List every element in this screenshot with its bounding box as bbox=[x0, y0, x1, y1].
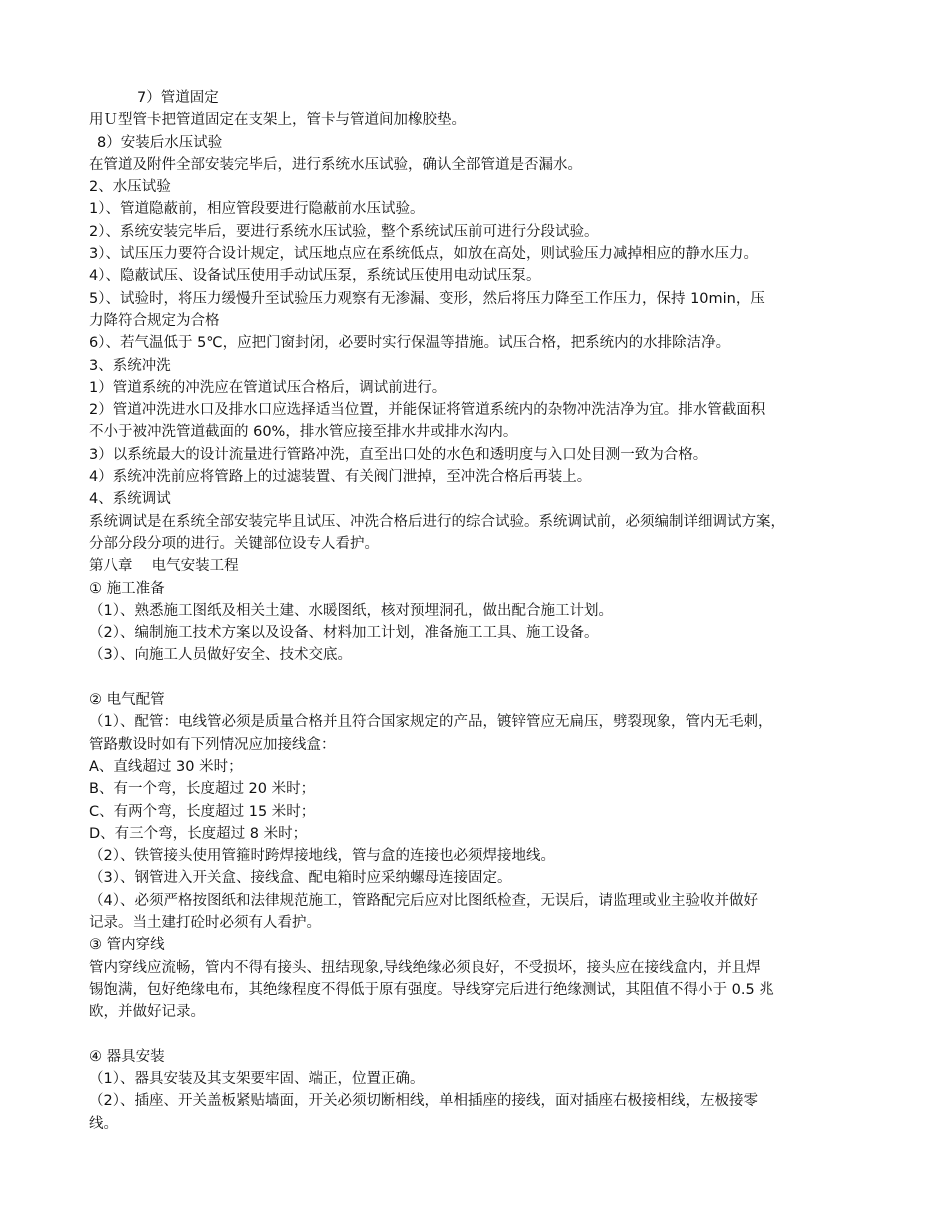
section-heading: ① 施工准备 bbox=[89, 580, 165, 597]
text-line: 不小于被冲洗管道截面的 60%，排水管应接至排水井或排水沟内。 bbox=[89, 424, 518, 441]
text-line: 4）、隐蔽试压、设备试压使用手动试压泵，系统试压使用电动试压泵。 bbox=[89, 268, 541, 285]
text-line: 3）、试压压力要符合设计规定，试压地点应在系统低点，如放在高处，则试验压力减掉相应的静水压力。 bbox=[89, 246, 758, 263]
text-line: 2）管道冲洗进水口及排水口应选择适当位置，并能保证将管道系统内的杂物冲洗洁净为宜。排水管截面积 bbox=[89, 402, 766, 419]
text-line: 8）安装后水压试验 bbox=[97, 134, 223, 151]
document-body bbox=[89, 87, 864, 1135]
text-line: 1）管道系统的冲洗应在管道试压合格后，调试前进行。 bbox=[89, 379, 447, 396]
text-line: （1）、器具安装及其支架要牢固、端正，位置正确。 bbox=[89, 1071, 425, 1088]
text-line: （3）、向施工人员做好安全、技术交底。 bbox=[89, 647, 352, 664]
text-line: 线。 bbox=[89, 1115, 118, 1132]
text-line: （3）、钢管进入开关盒、接线盒、配电箱时应采纳螺母连接固定。 bbox=[89, 870, 512, 887]
list-item: B、有一个弯，长度超过 20 米时； bbox=[89, 781, 316, 798]
text-line: 用Ｕ型管卡把管道固定在支架上，管卡与管道间加橡胶垫。 bbox=[89, 112, 466, 129]
text-line: （2）、插座、开关盖板紧贴墙面，开关必须切断相线，单相插座的接线，面对插座右极接相线，左极接零 bbox=[89, 1093, 758, 1110]
text-line: 记录。当土建打砼时必须有人看护。 bbox=[89, 914, 321, 931]
section-heading: ③ 管内穿线 bbox=[89, 937, 165, 954]
text-line: 在管道及附件全部安装完毕后，进行系统水压试验，确认全部管道是否漏水。 bbox=[89, 156, 582, 173]
text-line: 管路敷设时如有下列情况应加接线盒： bbox=[89, 736, 336, 753]
text-line: 锡饱满，包好绝缘电布，其绝缘程度不得低于原有强度。导线穿完后进行绝缘测试，其阻值不得小于 0.5 兆 bbox=[89, 981, 774, 998]
section-heading: ② 电气配管 bbox=[89, 692, 165, 709]
text-line: 7）管道固定 bbox=[137, 90, 219, 106]
text-line: （1）、配管：电线管必须是质量合格并且符合国家规定的产品，镀锌管应无扁压，劈裂现象，管内无毛刺， bbox=[89, 714, 773, 731]
section-heading: 2、水压试验 bbox=[89, 179, 171, 196]
blank-line bbox=[89, 1023, 864, 1045]
text-line: 1）、管道隐蔽前，相应管段要进行隐蔽前水压试验。 bbox=[89, 201, 425, 218]
text-line: （2）、编制施工技术方案以及设备、材料加工计划，准备施工工具、施工设备。 bbox=[89, 625, 599, 642]
section-heading: 4、系统调试 bbox=[89, 491, 171, 508]
text-line: （2）、铁管接头使用管箍时跨焊接地线，管与盒的连接也必须焊接地线。 bbox=[89, 848, 555, 865]
text-line: 欧，并做好记录。 bbox=[89, 1004, 205, 1021]
text-line: 5）、试验时，将压力缓慢升至试验压力观察有无渗漏、变形，然后将压力降至工作压力，保持 10min，压 bbox=[89, 290, 765, 307]
text-line: 2）、系统安装完毕后，要进行系统水压试验，整个系统试压前可进行分段试验。 bbox=[89, 223, 599, 240]
text-line: 分部分段分项的进行。关键部位设专人看护。 bbox=[89, 535, 379, 552]
blank-line bbox=[89, 667, 864, 689]
text-line: 6）、若气温低于 5℃，应把门窗封闭，必要时实行保温等措施。试压合格，把系统内的水排除洁净。 bbox=[89, 335, 731, 352]
list-item: A、直线超过 30 米时； bbox=[89, 758, 243, 775]
section-heading: ④ 器具安装 bbox=[89, 1048, 165, 1065]
text-line: 管内穿线应流畅，管内不得有接头、扭结现象,导线绝缘必须良好，不受损坏，接头应在接线盒内，并且焊 bbox=[89, 959, 761, 976]
text-line: 3）以系统最大的设计流量进行管路冲洗，直至出口处的水色和透明度与入口处目测一致为合格。 bbox=[89, 446, 708, 463]
text-line: 力降符合规定为合格 bbox=[89, 312, 220, 329]
text-line: 系统调试是在系统全部安装完毕且试压、冲洗合格后进行的综合试验。系统调试前，必须编制详细调试方案， bbox=[89, 513, 785, 530]
list-item: D、有三个弯，长度超过 8 米时； bbox=[89, 825, 308, 842]
chapter-heading: 第八章 电气安装工程 bbox=[89, 558, 239, 575]
text-line: 4）系统冲洗前应将管路上的过滤装置、有关阀门泄掉，至冲洗合格后再装上。 bbox=[89, 469, 592, 486]
text-line: （1）、熟悉施工图纸及相关土建、水暖图纸，核对预埋洞孔，做出配合施工计划。 bbox=[89, 602, 613, 619]
text-line: （4）、必须严格按图纸和法律规范施工，管路配完后应对比图纸检查，无误后，请监理或业主验收并做好 bbox=[89, 892, 758, 909]
section-heading: 3、系统冲洗 bbox=[89, 357, 171, 374]
list-item: C、有两个弯，长度超过 15 米时； bbox=[89, 803, 316, 820]
